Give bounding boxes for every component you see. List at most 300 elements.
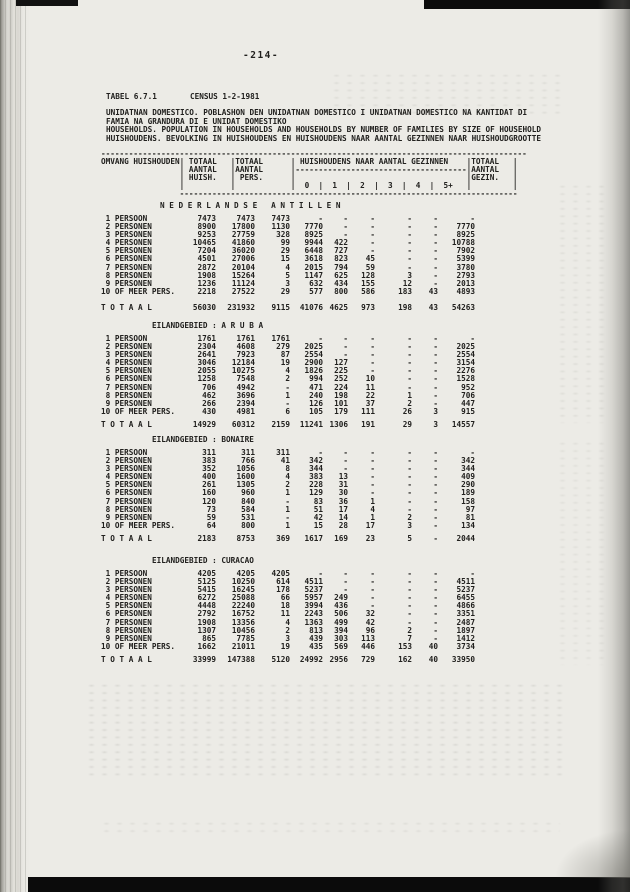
cell-value: 2304 [197, 342, 216, 352]
header-line: | | | 0 | 1 | 2 | 3 | 4 | 5+ | | [101, 181, 518, 190]
cell-value: 14557 [451, 420, 475, 429]
cell-value: 15 [280, 254, 290, 264]
cell-value: 5415 [197, 585, 216, 595]
cell-value: 42 [313, 512, 323, 522]
cell-value: - [370, 350, 375, 360]
cell-value: 178 [276, 585, 290, 595]
table-body-aruba [101, 335, 475, 416]
cell-value: 1908 [197, 617, 216, 627]
cell-value: 279 [276, 342, 290, 352]
row-label: 2 PERSONEN [101, 222, 152, 232]
cell-value: 394 [334, 625, 348, 635]
cell-value: 383 [202, 456, 216, 466]
cell-value: - [433, 398, 438, 408]
row-label: 7 PERSONEN [101, 262, 152, 272]
cell-value: - [433, 480, 438, 490]
cell-value: 1 [285, 488, 290, 498]
cell-value: - [285, 512, 290, 522]
cell-value: 87 [280, 350, 290, 360]
cell-value: 30 [338, 488, 348, 498]
cell-value: 10275 [231, 366, 255, 376]
cell-value: 2015 [304, 262, 323, 272]
cell-value: 4205 [197, 569, 216, 578]
bleed-through-text [100, 820, 560, 834]
cell-value: 11124 [231, 278, 255, 288]
section-heading-bonaire: EILANDGEBIED : BONAIRE [152, 435, 254, 444]
cell-value: - [343, 334, 348, 343]
cell-value: 1412 [456, 633, 475, 643]
cell-value: 1617 [304, 534, 323, 543]
cell-value: 4205 [236, 569, 255, 578]
cell-value: 632 [309, 278, 323, 288]
cell-value: - [370, 601, 375, 611]
cell-value: 22240 [231, 601, 255, 611]
cell-value: - [407, 374, 412, 384]
section-heading-nederlandse-antillen: N E D E R L A N D S E A N T I L L E N [160, 201, 341, 210]
cell-value: 27006 [231, 254, 255, 264]
cell-value: 17 [365, 520, 375, 530]
cell-value: 99 [280, 238, 290, 248]
cell-value: 586 [361, 286, 375, 296]
cell-value: 40 [428, 641, 438, 651]
cell-value: 81 [465, 512, 475, 522]
cell-value: 4942 [236, 382, 255, 392]
cell-value: 4501 [197, 254, 216, 264]
cell-value: - [285, 496, 290, 506]
bleed-through-text [85, 682, 565, 777]
cell-value: 9253 [197, 230, 216, 240]
cell-value: - [407, 480, 412, 490]
cell-value: 794 [334, 262, 348, 272]
cell-value: 54263 [451, 303, 475, 312]
cell-value: - [407, 577, 412, 587]
cell-value: 41 [280, 456, 290, 466]
table-body-curacao [101, 570, 475, 651]
cell-value: 27522 [231, 286, 255, 296]
cell-value: 4 [285, 617, 290, 627]
row-label: T O T A A L [101, 655, 152, 664]
row-label: 1 PERSOON [101, 569, 148, 578]
cell-value: 5120 [271, 655, 290, 664]
cell-value: 21011 [231, 641, 255, 651]
cell-value: 33999 [192, 655, 216, 664]
cell-value: 31 [338, 480, 348, 490]
cell-value: 29 [280, 246, 290, 256]
cell-value: 43 [428, 286, 438, 296]
cell-value: 7 [407, 633, 412, 643]
cell-value: 15264 [231, 270, 255, 280]
cell-value: 1258 [197, 374, 216, 384]
cell-value: 2 [285, 374, 290, 384]
cell-value: - [407, 222, 412, 232]
cell-value: - [433, 496, 438, 506]
cell-value: - [343, 577, 348, 587]
table-header [101, 150, 527, 198]
cell-value: - [318, 214, 323, 223]
cell-value: 127 [334, 358, 348, 368]
cell-value: - [407, 230, 412, 240]
cell-value: 1897 [456, 625, 475, 635]
cell-value: 4 [370, 504, 375, 514]
cell-value: 4205 [271, 569, 290, 578]
cell-value: 129 [309, 488, 323, 498]
cell-value: - [433, 278, 438, 288]
cell-value: 2872 [197, 262, 216, 272]
cell-value: 3351 [456, 609, 475, 619]
cell-value: - [433, 366, 438, 376]
cell-value: 4448 [197, 601, 216, 611]
cell-value: 813 [309, 625, 323, 635]
header-line: | HUISH. | PERS. | |GEZIN. | [101, 173, 518, 182]
cell-value: 447 [461, 398, 475, 408]
cell-value: 36 [338, 496, 348, 506]
cell-value: 8900 [197, 222, 216, 232]
cell-value: - [318, 448, 323, 457]
cell-value: 4 [285, 472, 290, 482]
cell-value: 155 [361, 278, 375, 288]
cell-value: - [433, 334, 438, 343]
cell-value: 4625 [329, 303, 348, 312]
scanner-black-bar-top-left [16, 0, 78, 6]
cell-value: 7473 [271, 214, 290, 223]
cell-value: 8925 [304, 230, 323, 240]
row-label: 10 OF MEER PERS. [101, 406, 176, 416]
cell-value: - [370, 366, 375, 376]
cell-value: 727 [334, 246, 348, 256]
cell-value: 352 [202, 464, 216, 474]
row-label: 4 PERSONEN [101, 238, 152, 248]
row-label: 2 PERSONEN [101, 342, 152, 352]
cell-value: 29 [402, 420, 412, 429]
cell-value: 328 [276, 230, 290, 240]
cell-value: 4 [285, 262, 290, 272]
cell-value: 2025 [456, 342, 475, 352]
cell-value: - [343, 569, 348, 578]
table-total-bonaire [101, 535, 475, 543]
cell-value: 9944 [304, 238, 323, 248]
cell-value: 1130 [271, 222, 290, 232]
cell-value: 2044 [456, 534, 475, 543]
cell-value: 41076 [299, 303, 323, 312]
cell-value: 249 [334, 593, 348, 603]
cell-value: - [370, 342, 375, 352]
cell-value: 5237 [456, 585, 475, 595]
row-label: 1 PERSOON [101, 334, 148, 343]
cell-value: 800 [241, 520, 255, 530]
cell-value: 20104 [231, 262, 255, 272]
row-label: 4 PERSONEN [101, 593, 152, 603]
cell-value: 952 [461, 382, 475, 392]
cell-value: 14929 [192, 420, 216, 429]
cell-value: 134 [461, 520, 475, 530]
title-line-dutch: HUISHOUDENS. BEVOLKING IN HUISHOUDENS EN HUISHOUDENS NAAR AANTAL GEZINNEN NAAR HUISHOUDGROOTTE [106, 133, 542, 143]
row-label: 1 PERSOON [101, 214, 148, 223]
table-row [101, 522, 475, 530]
table-reference: TABEL 6.7.1 [106, 92, 157, 101]
cell-value: 162 [398, 655, 412, 664]
cell-value: - [433, 520, 438, 530]
cell-value: 198 [334, 390, 348, 400]
cell-value: 17 [338, 504, 348, 514]
row-label: 8 PERSONEN [101, 504, 152, 514]
cell-value: 499 [334, 617, 348, 627]
cell-value: 19 [280, 641, 290, 651]
cell-value: 2055 [197, 366, 216, 376]
cell-value: 14 [338, 512, 348, 522]
row-label: 2 PERSONEN [101, 456, 152, 466]
cell-value: 18 [280, 601, 290, 611]
cell-value: 303 [334, 633, 348, 643]
cell-value: 584 [241, 504, 255, 514]
cell-value: 128 [361, 270, 375, 280]
cell-value: 11241 [299, 420, 323, 429]
cell-value: 51 [313, 504, 323, 514]
cell-value: 27759 [231, 230, 255, 240]
cell-value: 2900 [304, 358, 323, 368]
cell-value: 228 [309, 480, 323, 490]
row-label: 7 PERSONEN [101, 617, 152, 627]
cell-value: - [433, 512, 438, 522]
cell-value: 24992 [299, 655, 323, 664]
cell-value: - [407, 464, 412, 474]
cell-value: 8 [285, 464, 290, 474]
cell-value: - [470, 334, 475, 343]
cell-value: - [370, 585, 375, 595]
cell-value: - [433, 601, 438, 611]
cell-value: 800 [334, 286, 348, 296]
cell-value: 422 [334, 238, 348, 248]
cell-value: 25088 [231, 593, 255, 603]
cell-value: 42 [365, 617, 375, 627]
row-label: 3 PERSONEN [101, 464, 152, 474]
cell-value: - [370, 358, 375, 368]
row-label: 5 PERSONEN [101, 366, 152, 376]
cell-value: - [407, 472, 412, 482]
cell-value: 1826 [304, 366, 323, 376]
row-label: 7 PERSONEN [101, 496, 152, 506]
cell-value: - [433, 593, 438, 603]
cell-value: 2554 [456, 350, 475, 360]
cell-value: 569 [334, 641, 348, 651]
cell-value: 439 [309, 633, 323, 643]
cell-value: - [433, 504, 438, 514]
cell-value: - [407, 366, 412, 376]
cell-value: - [370, 577, 375, 587]
cell-value: - [318, 569, 323, 578]
title-line-english: HOUSEHOLDS. POPULATION IN HOUSEHOLDS AND HOUSEHOLDS BY NUMBER OF FAMILIES BY SIZE OF HOUSEHOLD [106, 125, 542, 134]
cell-value: 434 [334, 278, 348, 288]
cell-value: 29 [280, 286, 290, 296]
cell-value: 7785 [236, 633, 255, 643]
cell-value: - [433, 382, 438, 392]
cell-value: 1 [370, 496, 375, 506]
cell-value: 1306 [329, 420, 348, 429]
cell-value: 531 [241, 512, 255, 522]
cell-value: 2 [285, 625, 290, 635]
cell-value: 5957 [304, 593, 323, 603]
cell-value: 19 [280, 358, 290, 368]
cell-value: 5125 [197, 577, 216, 587]
cell-value: 17800 [231, 222, 255, 232]
cell-value: - [433, 246, 438, 256]
cell-value: 577 [309, 286, 323, 296]
cell-value: - [343, 230, 348, 240]
cell-value: - [407, 488, 412, 498]
table-title [106, 109, 541, 143]
cell-value: - [407, 254, 412, 264]
cell-value: 97 [465, 504, 475, 514]
cell-value: 13356 [231, 617, 255, 627]
row-label: 9 PERSONEN [101, 278, 152, 288]
row-label: T O T A A L [101, 303, 152, 312]
page-number: -214- [243, 50, 280, 61]
cell-value: 7770 [456, 222, 475, 232]
row-label: 6 PERSONEN [101, 488, 152, 498]
section-heading-curacao: EILANDGEBIED : CURACAO [152, 556, 254, 565]
cell-value: 1236 [197, 278, 216, 288]
cell-value: 191 [361, 420, 375, 429]
cell-value: 1307 [197, 625, 216, 635]
cell-value: 840 [241, 496, 255, 506]
cell-value: 3696 [236, 390, 255, 400]
cell-value: 5399 [456, 254, 475, 264]
cell-value: 1 [370, 512, 375, 522]
cell-value: 2159 [271, 420, 290, 429]
cell-value: 8753 [236, 534, 255, 543]
cell-value: - [370, 456, 375, 466]
cell-value: 2 [407, 398, 412, 408]
header-line: | AANTAL |AANTAL |-------------------------------------|AANTAL | [101, 165, 518, 174]
cell-value: 189 [461, 488, 475, 498]
cell-value: 40 [428, 655, 438, 664]
cell-value: - [318, 334, 323, 343]
row-label: 3 PERSONEN [101, 585, 152, 595]
table-row [101, 304, 475, 312]
cell-value: 342 [461, 456, 475, 466]
cell-value: 160 [202, 488, 216, 498]
cell-value: - [433, 464, 438, 474]
cell-value: 7473 [197, 214, 216, 223]
cell-value: 430 [202, 406, 216, 416]
cell-value: 8925 [456, 230, 475, 240]
row-label: 9 PERSONEN [101, 398, 152, 408]
cell-value: 1 [285, 390, 290, 400]
cell-value: 252 [334, 374, 348, 384]
cell-value: 2956 [329, 655, 348, 664]
cell-value: 15 [313, 520, 323, 530]
page-curl-shadow-right [598, 0, 630, 892]
cell-value: - [370, 246, 375, 256]
cell-value: 614 [276, 577, 290, 587]
cell-value: 4 [285, 366, 290, 376]
cell-value: - [407, 496, 412, 506]
cell-value: 1908 [197, 270, 216, 280]
cell-value: - [433, 230, 438, 240]
cell-value: 16245 [231, 585, 255, 595]
cell-value: 13 [338, 472, 348, 482]
cell-value: - [433, 633, 438, 643]
cell-value: - [433, 214, 438, 223]
table-row [101, 535, 475, 543]
cell-value: 4608 [236, 342, 255, 352]
table-total-aruba [101, 421, 475, 429]
row-label: 8 PERSONEN [101, 625, 152, 635]
row-label: 10 OF MEER PERS. [101, 520, 176, 530]
cell-value: 3780 [456, 262, 475, 272]
cell-value: 3 [285, 633, 290, 643]
cell-value: 41860 [231, 238, 255, 248]
cell-value: 231932 [227, 303, 255, 312]
cell-value: - [407, 382, 412, 392]
cell-value: - [370, 230, 375, 240]
table-row [101, 643, 475, 651]
cell-value: 7902 [456, 246, 475, 256]
cell-value: 3154 [456, 358, 475, 368]
cell-value: - [285, 398, 290, 408]
table-total-curacao [101, 656, 475, 664]
cell-value: - [433, 585, 438, 595]
cell-value: - [433, 238, 438, 248]
cell-value: 3046 [197, 358, 216, 368]
cell-value: - [433, 390, 438, 400]
cell-value: 2554 [304, 350, 323, 360]
cell-value: 471 [309, 382, 323, 392]
table-body-bonaire [101, 449, 475, 530]
cell-value: 446 [361, 641, 375, 651]
section-heading-aruba: EILANDGEBIED : A R U B A [152, 321, 264, 330]
row-label: 6 PERSONEN [101, 254, 152, 264]
cell-value: 6272 [197, 593, 216, 603]
cell-value: 3734 [456, 641, 475, 651]
cell-value: 915 [461, 406, 475, 416]
cell-value: 23 [365, 534, 375, 543]
cell-value: 3618 [304, 254, 323, 264]
cell-value: - [433, 472, 438, 482]
cell-value: - [370, 480, 375, 490]
cell-value: 158 [461, 496, 475, 506]
cell-value: - [433, 577, 438, 587]
cell-value: - [433, 534, 438, 543]
cell-value: 311 [276, 448, 290, 457]
cell-value: 369 [276, 534, 290, 543]
cell-value: - [407, 246, 412, 256]
cell-value: 12 [402, 278, 412, 288]
cell-value: 1 [407, 390, 412, 400]
cell-value: 10788 [451, 238, 475, 248]
header-line: OMVANG HUISHOUDEN| TOTAAL |TOTAAL | HUISHOUDENS NAAR AANTAL GEZINNEN |TOTAAL | [101, 157, 518, 166]
cell-value: 28 [338, 520, 348, 530]
cell-value: - [343, 464, 348, 474]
cell-value: 1056 [236, 464, 255, 474]
cell-value: 2025 [304, 342, 323, 352]
cell-value: 462 [202, 390, 216, 400]
cell-value: 3 [433, 406, 438, 416]
cell-value: 3 [407, 270, 412, 280]
cell-value: 43 [428, 303, 438, 312]
cell-value: 5237 [304, 585, 323, 595]
cell-value: - [370, 593, 375, 603]
row-label: 6 PERSONEN [101, 609, 152, 619]
cell-value: - [343, 342, 348, 352]
cell-value: 105 [309, 406, 323, 416]
cell-value: - [470, 569, 475, 578]
cell-value: 311 [241, 448, 255, 457]
cell-value: 2 [285, 480, 290, 490]
cell-value: 4981 [236, 406, 255, 416]
cell-value: 1761 [197, 334, 216, 343]
cell-value: 2394 [236, 398, 255, 408]
cell-value: 706 [202, 382, 216, 392]
